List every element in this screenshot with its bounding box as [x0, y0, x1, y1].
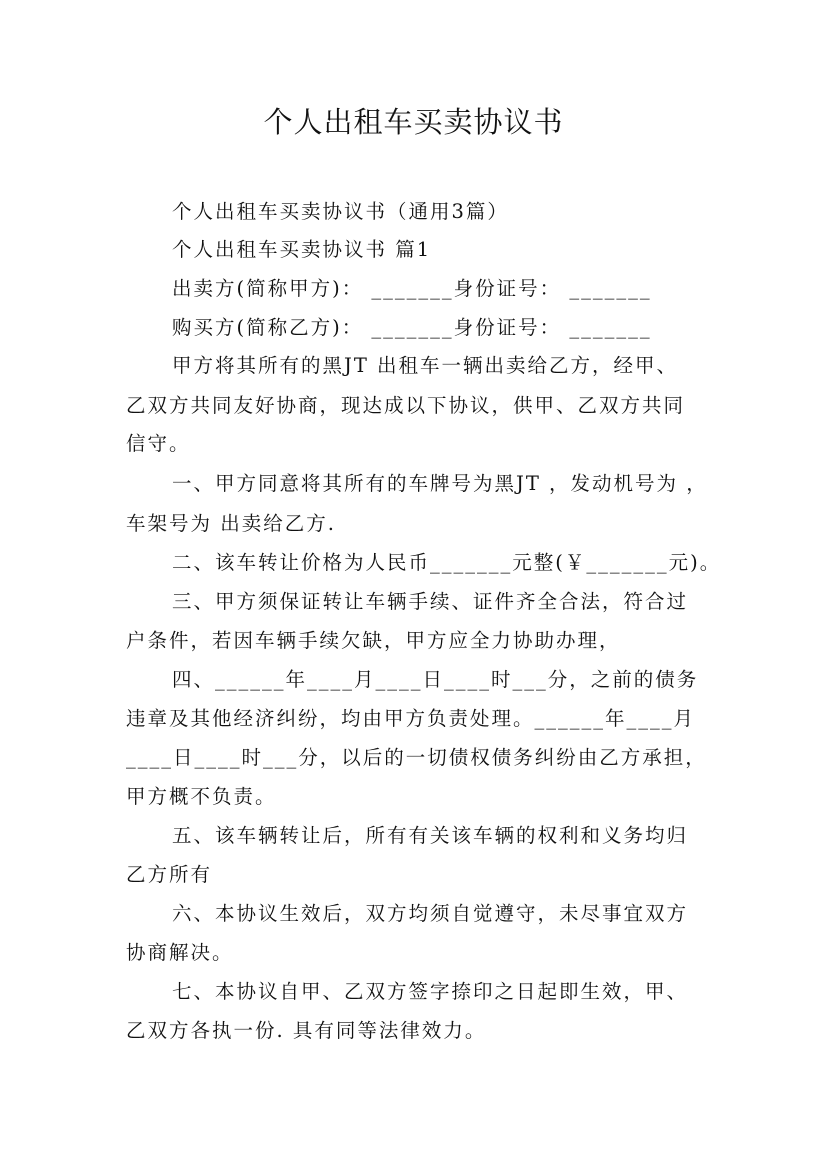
section-heading: 个人出租车买卖协议书 篇1	[172, 238, 432, 261]
clause-5-line: 乙方所有	[126, 863, 213, 886]
document-title: 个人出租车买卖协议书	[263, 105, 564, 139]
paragraph-line: 乙双方共同友好协商，现达成以下协议，供甲、乙双方共同	[126, 394, 686, 417]
clause-4-line: ____日____时___分，以后的一切债权债务纠纷由乙方承担，	[126, 746, 707, 769]
clause-5-line: 五、该车辆转让后，所有有关该车辆的权利和义务均归	[172, 824, 689, 847]
clause-7-line: 七、本协议自甲、乙双方签字捺印之日起即生效，甲、	[172, 980, 689, 1003]
clause-4-line: 四、______年____月____日____时___分，之前的债务	[172, 668, 699, 691]
clause-1-line: 一、甲方同意将其所有的车牌号为黑JT ，发动机号为 ，	[172, 472, 708, 495]
subtitle-line: 个人出租车买卖协议书（通用3篇）	[172, 200, 509, 223]
paragraph-line: 信守。	[126, 432, 191, 455]
clause-7-line: 乙双方各执一份. 具有同等法律效力。	[126, 1019, 487, 1042]
paragraph-line: 甲方将其所有的黑JT 出租车一辆出卖给乙方，经甲、	[172, 354, 679, 377]
seller-line: 出卖方(简称甲方)： _______身份证号： _______	[172, 277, 652, 300]
clause-1-line: 车架号为 出卖给乙方.	[126, 512, 336, 535]
clause-4-line: 甲方概不负责。	[126, 785, 277, 808]
clause-3-line: 户条件，若因车辆手续欠缺，甲方应全力协助办理，	[126, 629, 621, 652]
clause-6-line: 协商解决。	[126, 941, 234, 964]
clause-6-line: 六、本协议生效后，双方均须自觉遵守，未尽事宜双方	[172, 902, 689, 925]
clause-2-line: 二、该车转让价格为人民币_______元整(￥_______元)。	[172, 551, 722, 574]
buyer-line: 购买方(简称乙方)： _______身份证号： _______	[172, 316, 652, 339]
clause-3-line: 三、甲方须保证转让车辆手续、证件齐全合法，符合过	[172, 590, 689, 613]
clause-4-line: 违章及其他经济纠纷，均由甲方负责处理。______年____月	[126, 707, 696, 730]
